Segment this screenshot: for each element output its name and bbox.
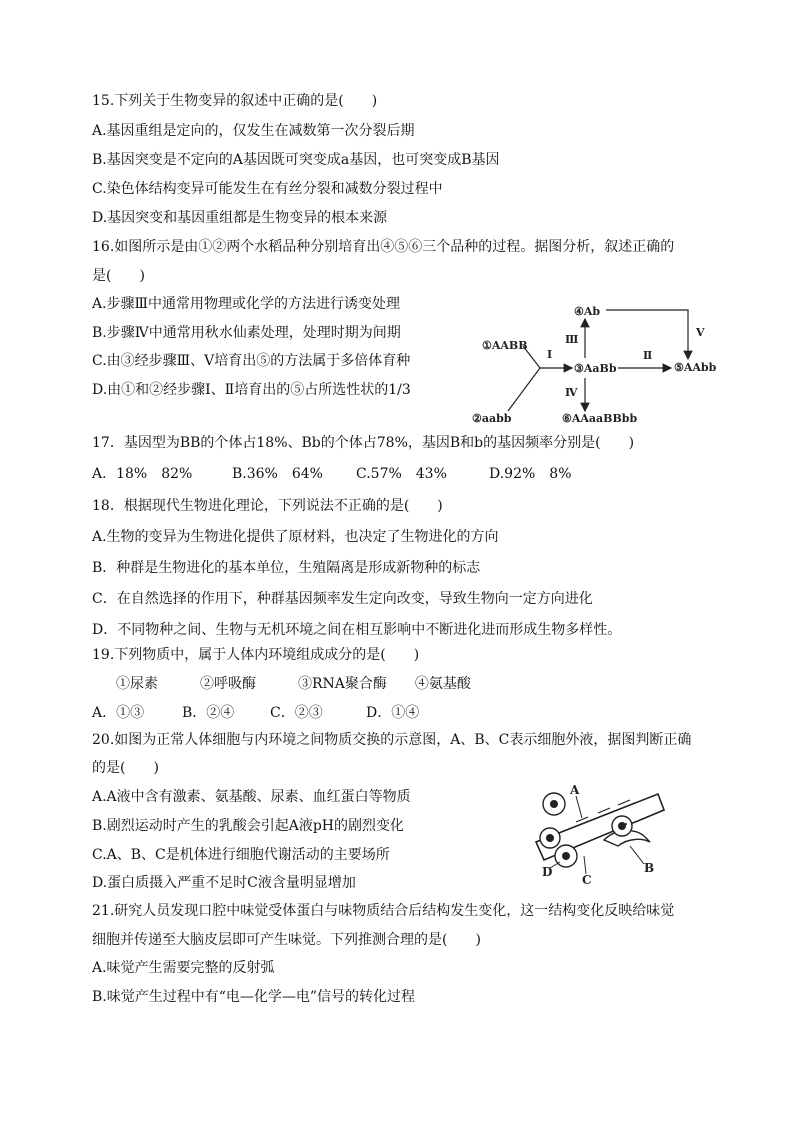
q16-stem-line1: 16.如图所示是由①②两个水稻品种分别培育出④⑤⑥三个品种的过程。据图分析，叙述正确的 (92, 239, 675, 255)
q17-option-c: C.57% 43% (356, 466, 447, 482)
breeding-node-5: ⑤AAbb (674, 361, 717, 374)
q15-option-c: C.染色体结构变异可能发生在有丝分裂和减数分裂过程中 (92, 181, 443, 197)
cell-nucleus (550, 800, 558, 808)
q17-option-d: D.92% 8% (489, 466, 572, 482)
step-label-2: Ⅱ (643, 349, 653, 362)
q20-stem-line2: 的是( ) (92, 760, 159, 776)
q16-stem-line2: 是( ) (92, 268, 145, 284)
breeding-node-1: ①AABB (482, 339, 528, 352)
fluid-label-c: C (582, 873, 592, 887)
q20-option-c: C.A、B、C是机体进行细胞代谢活动的主要场所 (92, 847, 390, 863)
q17-stem: 17．基因型为BB的个体占18%、Bb的个体占78%，基因B和b的基因频率分别是( ) (92, 435, 635, 451)
q18-stem: 18．根据现代生物进化理论，下列说法不正确的是( ) (92, 498, 443, 514)
q18-option-b: B．种群是生物进化的基本单位，生殖隔离是形成新物种的标志 (92, 560, 481, 576)
q16-option-c: C.由③经步骤Ⅲ、Ⅴ培育出⑤的方法属于多倍体育种 (92, 353, 411, 369)
q17-option-b: B.36% 64% (232, 466, 323, 482)
q18-option-d: D．不同物种之间、生物与无机环境之间在相互影响中不断进化进而形成生物多样性。 (92, 622, 622, 638)
q18-option-a: A.生物的变异为生物进化提供了原材料，也决定了生物进化的方向 (92, 529, 499, 545)
q16-option-d: D.由①和②经步骤Ⅰ、Ⅱ培育出的⑤占所选性状的1/3 (92, 382, 411, 398)
cell-nucleus (618, 822, 626, 830)
step-label-3: Ⅲ (565, 333, 579, 346)
q21-stem-line2: 细胞并传递至大脑皮层即可产生味觉。下列推测合理的是( ) (92, 932, 481, 948)
q20-option-b: B.剧烈运动时产生的乳酸会引起A液pH的剧烈变化 (92, 818, 405, 834)
q16-option-b: B.步骤Ⅳ中通常用秋水仙素处理，处理时期为间期 (92, 325, 401, 341)
q19-option-b: B．②④ (182, 705, 235, 721)
fluid-label-a: A (570, 783, 580, 797)
cell-nucleus (546, 834, 554, 842)
breeding-node-3: ③AaBb (574, 362, 617, 375)
cell-nucleus (562, 852, 570, 860)
breeding-diagram (460, 298, 730, 430)
q15-option-a: A.基因重组是定向的，仅发生在减数第一次分裂后期 (92, 123, 415, 139)
fluid-label-d: D (542, 865, 553, 879)
q20-option-d: D.蛋白质摄入严重不足时C液含量明显增加 (92, 875, 356, 891)
leader-line-c (584, 856, 586, 874)
q15-option-d: D.基因突变和基因重组都是生物变异的根本来源 (92, 210, 388, 226)
body-fluid-diagram (518, 780, 668, 890)
breeding-node-2: ②aabb (472, 412, 512, 425)
q15-stem: 15.下列关于生物变异的叙述中正确的是( ) (92, 93, 378, 109)
leader-line-b (630, 846, 644, 864)
q16-option-a: A.步骤Ⅲ中通常用物理或化学的方法进行诱变处理 (92, 296, 401, 312)
q21-option-a: A.味觉产生需要完整的反射弧 (92, 960, 275, 976)
breeding-node-6: ⑥AAaaBBbb (562, 412, 638, 425)
leader-line-a (576, 796, 582, 818)
q19-option-a: A．①③ (92, 705, 145, 721)
q15-option-b: B.基因突变是不定向的A基因既可突变成a基因，也可突变成B基因 (92, 152, 500, 168)
step-label-1: Ⅰ (547, 348, 553, 361)
q21-option-b: B.味觉产生过程中有“电—化学—电”信号的转化过程 (92, 989, 416, 1005)
merge-line-bottom (508, 368, 540, 411)
q17-option-a: A．18% 82% (92, 466, 193, 482)
q19-items: ①尿素 ②呼吸酶 ③RNA聚合酶 ④氨基酸 (116, 676, 471, 692)
step-label-5: Ⅴ (696, 326, 705, 339)
q21-stem-line1: 21.研究人员发现口腔中味觉受体蛋白与味物质结合后结构发生变化，这一结构变化反映给味觉 (92, 903, 675, 919)
q20-stem-line1: 20.如图为正常人体细胞与内环境之间物质交换的示意图，A、B、C表示细胞外液，据图判断正确 (92, 732, 692, 748)
q19-stem: 19.下列物质中，属于人体内环境组成成分的是( ) (92, 647, 420, 663)
fluid-label-b: B (644, 861, 655, 875)
q18-option-c: C．在自然选择的作用下，种群基因频率发生定向改变，导致生物向一定方向进化 (92, 591, 593, 607)
q20-option-a: A.A液中含有激素、氨基酸、尿素、血红蛋白等物质 (92, 789, 411, 805)
breeding-node-4: ④Ab (574, 305, 601, 318)
merge-line-top (523, 346, 540, 368)
q19-option-d: D．①④ (366, 705, 420, 721)
q19-option-c: C．②③ (270, 705, 323, 721)
step-label-4: Ⅳ (565, 386, 578, 399)
